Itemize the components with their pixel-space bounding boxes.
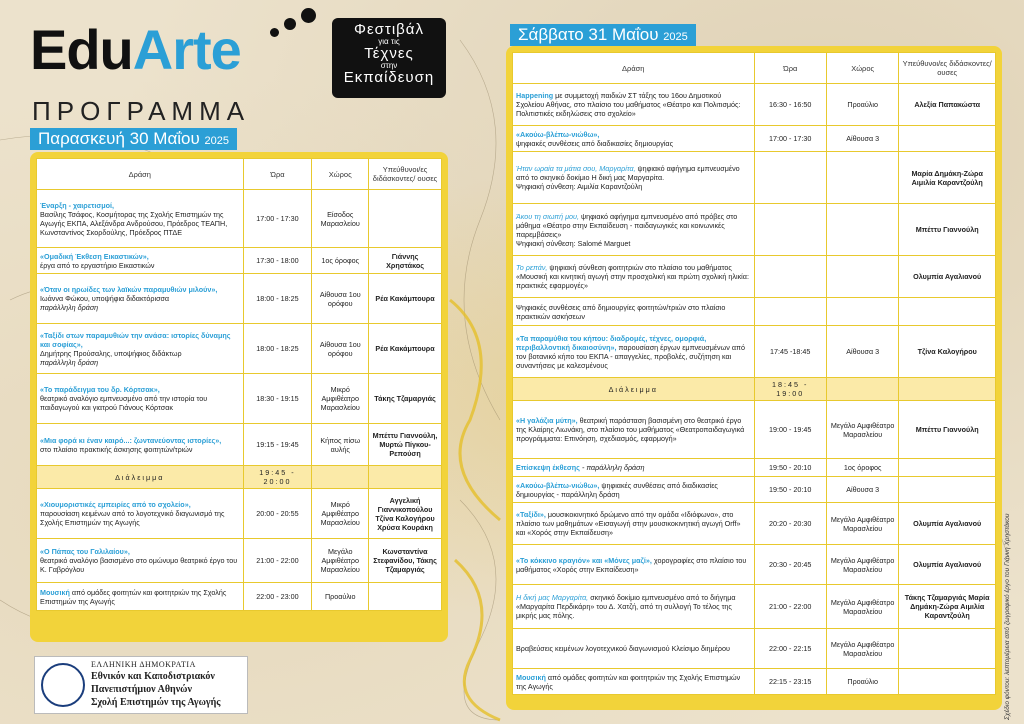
- action-title: «Ο Πάπας του Γαλιλαίου»,: [40, 547, 130, 556]
- action-desc: - παράλληλη δράση: [581, 463, 645, 472]
- table-row: [513, 204, 996, 256]
- action-desc: με συμμετοχή παιδιών ΣΤ τάξης του 16ου Δημοτικού Σχολείου Αθήνας, στο πλαίσιο του μαθήματος «Θέατρο και Πολιτισμός: Πολιτιστικές εκδηλώσεις στο σχολείο»: [516, 91, 741, 118]
- action-note: παράλληλη δράση: [40, 303, 99, 312]
- resp-cell: Τάκης Τζαμαργιάς Μαρία Δημάκη-Ζώρα Αιμιλία Καραντζούλη: [899, 585, 996, 629]
- festival-l1: Φεστιβάλ: [354, 21, 424, 38]
- action-note: παράλληλη δράση: [40, 357, 99, 367]
- table-row: [37, 424, 442, 466]
- resp-cell: [899, 126, 996, 152]
- place-cell: [826, 152, 898, 204]
- table-row: [513, 503, 996, 545]
- time-cell: 18:00 - 18:25: [243, 324, 312, 374]
- place-cell: Μεγάλο Αμφιθέατρο Μαρασλείου: [826, 585, 898, 629]
- table-row: [37, 248, 442, 274]
- action-desc: Βραβεύσεις κειμένων λογοτεχνικού διαγωνισμού Κλείσιμο διημέρου: [516, 644, 730, 653]
- table-row: [513, 629, 996, 669]
- action-desc: θεατρικό αναλόγιο βασισμένο στο ομώνυμο θεατρικό έργο του Κ. Γαβρόγλου: [40, 556, 238, 574]
- break-row: [37, 466, 442, 489]
- festival-l4: στην: [380, 60, 398, 70]
- time-cell: 21:00 - 22:00: [243, 539, 312, 583]
- action-title: Ήταν ωραία τα μάτια σου, Μαργαρίτα,: [516, 164, 636, 173]
- break-row: [513, 378, 996, 401]
- resp-cell: Ολυμπία Αγαλιανού: [899, 545, 996, 585]
- university-l2: Εθνικόν και Καποδιστριακόν: [91, 671, 215, 682]
- action-note: Ψηφιακή σύνθεση: Αιμιλία Καραντζούλη: [516, 182, 643, 191]
- place-cell: [826, 298, 898, 326]
- action-desc: Ψηφιακές συνθέσεις από δημιουργίες φοιτητών/τριών στο πλαίσιο πρακτικών ασκήσεων: [516, 302, 726, 321]
- time-cell: 19:50 - 20:10: [754, 459, 826, 477]
- time-cell: 22:00 - 22:15: [754, 629, 826, 669]
- resp-cell: Ολυμπία Αγαλιανού: [899, 503, 996, 545]
- festival-l3: Τέχνες: [364, 45, 414, 63]
- action-title: «Ταξίδι στων παραμυθιών την ανάσα: ιστορίες δύναμης και σοφίας»,: [40, 330, 231, 349]
- table-row: [37, 583, 442, 611]
- resp-cell: Κωνσταντίνα Στεφανίδου, Τάκης Τζαμαργιάς: [369, 539, 442, 583]
- action-desc: από ομάδες φοιτητών και φοιτητριών της Σχολής Επιστημών της Αγωγής: [40, 587, 227, 606]
- time-cell: 19:15 - 19:45: [243, 424, 312, 466]
- action-desc: χορογραφίες στο πλαίσιο του μαθήματος «Χορός στην Εκπαίδευση»: [516, 555, 747, 574]
- col-time: Ώρα: [243, 159, 312, 190]
- place-cell: Μεγάλο Αμφιθέατρο Μαρασλείου: [826, 629, 898, 669]
- place-cell: Μεγάλο Αμφιθέατρο Μαρασλείου: [826, 545, 898, 585]
- col-time: Ώρα: [754, 53, 826, 84]
- place-cell: Μικρό Αμφιθέατρο Μαρασλείου: [312, 374, 369, 424]
- place-cell: 1ος όροφος: [826, 459, 898, 477]
- action-title: Έναρξη - χαιρετισμοί,: [40, 200, 115, 210]
- col-action: Δράση: [37, 159, 244, 190]
- time-cell: 19:50 - 20:10: [754, 477, 826, 503]
- friday-table: [36, 158, 442, 611]
- table-row: [513, 477, 996, 503]
- resp-cell: Γιάννης Χρηστάκος: [369, 248, 442, 274]
- festival-l2: για τις: [378, 36, 400, 46]
- resp-cell: Ρέα Κακάμπουρα: [369, 324, 442, 374]
- action-title: Επίσκεψη έκθεσης: [516, 463, 580, 472]
- action-title: «Μια φορά κι έναν καιρό...: ζωντανεύοντας ιστορίες»,: [40, 435, 222, 445]
- action-note: Ψηφιακή σύνθεση: Salomé Marguet: [516, 238, 631, 248]
- break-time: 18:45 - 19:00: [754, 378, 826, 401]
- action-desc: παρουσίαση έργων εμπνευσμένων από τον βοτανικό κήπο του ΕΚΠΑ - απαγγελίες, προβολές, συζήτηση και συναντήσεις με καλεσμένους: [516, 342, 745, 370]
- resp-cell: [899, 669, 996, 695]
- university-l3: Πανεπιστήμιον Αθηνών: [91, 684, 192, 695]
- place-cell: Είσοδος Μαρασλείου: [312, 190, 369, 248]
- time-cell: [754, 298, 826, 326]
- table-row: [513, 152, 996, 204]
- col-place: Χώρος: [312, 159, 369, 190]
- table-row: [37, 324, 442, 374]
- time-cell: 18:30 - 19:15: [243, 374, 312, 424]
- action-desc: στο πλαίσιο πρακτικής άσκησης φοιτητών/τριών: [40, 444, 193, 454]
- resp-cell: [369, 583, 442, 611]
- action-title: Το ρεπάν,: [516, 263, 548, 272]
- action-title: «Χιουμοριστικές εμπειρίες από το σχολείο»,: [40, 500, 191, 509]
- action-title: «Ακούω-βλέπω-νιώθω»,: [516, 480, 600, 490]
- table-row: [513, 126, 996, 152]
- place-cell: [826, 256, 898, 298]
- resp-cell: Μαρία Δημάκη-Ζώρα Αιμιλία Καραντζούλη: [899, 152, 996, 204]
- table-row: [37, 489, 442, 539]
- resp-cell: [369, 190, 442, 248]
- action-desc: ψηφιακή σύνθεση φοιτητριών στο πλαίσιο του μαθήματος «Μουσική και κινητική αγωγή στην προσχολική και πρώτη σχολική ηλικία: πρακτικές εφαρμογές»: [516, 263, 749, 290]
- place-cell: Κήπος πίσω αυλής: [312, 424, 369, 466]
- action-title: «Ταξίδι»,: [516, 510, 546, 519]
- university-l4: Σχολή Επιστημών της Αγωγής: [91, 697, 221, 708]
- eduarte-logo: [30, 18, 241, 81]
- resp-cell: Τζίνα Καλογήρου: [899, 326, 996, 378]
- time-cell: 19:00 - 19:45: [754, 401, 826, 459]
- place-cell: Προαύλιο: [312, 583, 369, 611]
- action-desc: θεατρικό αναλόγιο εμπνευσμένο από την ιστορία του παιδαγωγού και γιατρού Γιάνους Κόρτσακ: [40, 394, 208, 412]
- action-title: «Ομαδική Έκθεση Εικαστικών»,: [40, 251, 149, 261]
- action-desc: έργα από το εργαστήριο Εικαστικών: [40, 260, 155, 270]
- resp-cell: [899, 298, 996, 326]
- action-desc: παρουσίαση κειμένων από το λογοτεχνικό διαγωνισμό της Σχολής Επιστημών της Αγωγής: [40, 509, 225, 527]
- saturday-header-row: [513, 53, 996, 84]
- table-row: [37, 190, 442, 248]
- time-cell: 22:15 - 23:15: [754, 669, 826, 695]
- friday-year: 2025: [204, 135, 230, 147]
- table-row: [513, 326, 996, 378]
- time-cell: 16:30 - 16:50: [754, 84, 826, 126]
- saturday-day: Σάββατο 31 Μαΐου: [518, 25, 659, 44]
- place-cell: Αίθουσα 3: [826, 126, 898, 152]
- resp-cell: Ολυμπία Αγαλιανού: [899, 256, 996, 298]
- resp-cell: Αγγελική Γιαννικοπούλου Τζίνα Καλογήρου Χρύσα Κουράκη: [369, 489, 442, 539]
- time-cell: [754, 152, 826, 204]
- action-desc: Δημήτρης Προύσαλης, υποψήφιος διδάκτωρ: [40, 348, 182, 358]
- university-logo: [34, 656, 248, 714]
- table-row: [37, 539, 442, 583]
- place-cell: Αίθουσα 3: [826, 477, 898, 503]
- action-title: Μουσική: [516, 672, 546, 682]
- resp-cell: Ρέα Κακάμπουρα: [369, 274, 442, 324]
- time-cell: [754, 256, 826, 298]
- friday-header: [30, 128, 237, 150]
- resp-cell: [899, 459, 996, 477]
- place-cell: Μεγάλο Αμφιθέατρο Μαρασλείου: [826, 503, 898, 545]
- time-cell: 20:30 - 20:45: [754, 545, 826, 585]
- action-desc: Ιωάννα Φώκου, υποψήφια διδακτόρισσα: [40, 294, 170, 303]
- action-title: «Τα παραμύθια του κήπου: διαδρομές, τέχνες, ομορφιά, περιβαλλοντική δικαιοσύνη»,: [516, 333, 707, 352]
- saturday-header: [510, 24, 696, 46]
- time-cell: 20:20 - 20:30: [754, 503, 826, 545]
- action-title: Άκου τη σιωπή μου,: [516, 211, 579, 221]
- action-title: Μουσική: [40, 587, 70, 597]
- saturday-year: 2025: [663, 31, 688, 43]
- friday-header-row: [37, 159, 442, 190]
- place-cell: [826, 204, 898, 256]
- action-desc: μουσικοκινητικό δρώμενο από την ομάδα «Ιδιόφωνο», στο πλαίσιο των μαθημάτων «Εισαγωγή στην μουσικοκινητική αγωγή Orff» και «Χορός στην Εκπαίδευση»: [516, 510, 741, 537]
- col-place: Χώρος: [826, 53, 898, 84]
- resp-cell: Μπέττυ Γιαννούλη: [899, 401, 996, 459]
- place-cell: Μεγάλο Αμφιθέατρο Μαρασλείου: [826, 401, 898, 459]
- table-row: [513, 84, 996, 126]
- table-row: [513, 401, 996, 459]
- action-desc: ψηφιακό αφήγημα εμπνευσμένο από το σκηνικό δοκίμιο Η δική μας Μαργαρίτα.: [516, 164, 740, 182]
- saturday-panel: [506, 46, 1002, 710]
- university-seal-icon: [41, 663, 85, 707]
- place-cell: 1ος όροφος: [312, 248, 369, 274]
- table-row: [37, 374, 442, 424]
- col-resp: Υπεύθυνοι/ες διδάσκοντες/ ουσες: [369, 159, 442, 190]
- friday-day: Παρασκευή 30 Μαΐου: [38, 129, 200, 148]
- time-cell: 17:00 - 17:30: [243, 190, 312, 248]
- col-action: Δράση: [513, 53, 755, 84]
- table-row: [37, 274, 442, 324]
- place-cell: Προαύλιο: [826, 84, 898, 126]
- table-row: [513, 545, 996, 585]
- action-title: «Ακούω-βλέπω-νιώθω»,: [516, 129, 600, 139]
- resp-cell: [899, 477, 996, 503]
- place-cell: Προαύλιο: [826, 669, 898, 695]
- action-title: «Το παράδειγμα του δρ. Κόρτσακ»,: [40, 385, 160, 394]
- resp-cell: [899, 629, 996, 669]
- action-title: «Όταν οι ηρωίδες των λαϊκών παραμυθιών μιλούν»,: [40, 285, 218, 294]
- action-desc: ψηφιακές συνθέσεις από διαδικασίες δημιουργίας - παράλληλη δράση: [516, 480, 718, 499]
- action-desc: από ομάδες φοιτητών και φοιτητριών της Σχολής Επιστημών της Αγωγής: [516, 672, 741, 691]
- time-cell: 17:30 - 18:00: [243, 248, 312, 274]
- festival-badge: [332, 18, 446, 98]
- place-cell: Αίθουσα 1ου ορόφου: [312, 324, 369, 374]
- logo-arte: Arte: [132, 18, 241, 81]
- table-row: [513, 298, 996, 326]
- place-cell: Μικρό Αμφιθέατρο Μαρασλείου: [312, 489, 369, 539]
- programma-title: ΠΡΟΓΡΑΜΜΑ: [32, 96, 251, 126]
- action-title: Happening: [516, 91, 554, 100]
- action-desc: ψηφιακές συνθέσεις από διαδικασίες δημιουργίας: [516, 138, 674, 148]
- action-title: «Το κόκκινο κραγιόν» και «Μόνες μαζί»,: [516, 555, 652, 565]
- action-title: Η δική μας Μαργαρίτα,: [516, 593, 589, 602]
- action-desc: ψηφιακό αφήγημα εμπνευσμένο από πρόβες στο μάθημα «Θέατρο στην Εκπαίδευση - παιδαγωγικές και κοινωνικές παρεμβάσεις»: [516, 211, 738, 239]
- action-desc: Βασίλης Τσάφος, Κοσμήτορας της Σχολής Επιστημών της Αγωγής ΕΚΠΑ, Αλεξάνδρα Ανδρούσου, Πρόεδρος ΤΕΑΠΗ, Κωνσταντίνος Σκορδούλης, Πρόεδρος ΠΤΔΕ: [40, 209, 228, 237]
- time-cell: [754, 204, 826, 256]
- break-label: Διάλειμμα: [37, 466, 244, 489]
- break-time: 19:45 - 20:00: [243, 466, 312, 489]
- university-l1: ΕΛΛΗΝΙΚΗ ΔΗΜΟΚΡΑΤΙΑ: [91, 660, 196, 669]
- time-cell: 21:00 - 22:00: [754, 585, 826, 629]
- saturday-table: [512, 52, 996, 695]
- table-row: [513, 256, 996, 298]
- resp-cell: Μπέττυ Γιαννούλη, Μυρτώ Πίγκου-Ρεπούση: [369, 424, 442, 466]
- break-label: Διάλειμμα: [513, 378, 755, 401]
- resp-cell: Αλεξία Παπακώστα: [899, 84, 996, 126]
- time-cell: 17:00 - 17:30: [754, 126, 826, 152]
- table-row: [513, 669, 996, 695]
- time-cell: 18:00 - 18:25: [243, 274, 312, 324]
- place-cell: Μεγάλο Αμφιθέατρο Μαρασλείου: [312, 539, 369, 583]
- friday-panel: [30, 152, 448, 642]
- action-desc: θεατρική παράσταση βασισμένη στο θεατρικό έργο της Κλαίρης Λιωνάκη, στο πλαίσιο του μαθήματος «Θεατροπαιδαγωγικά προγράμματα: Επινόηση, σχεδιασμός, εφαρμογή»: [516, 416, 745, 443]
- table-row: [513, 585, 996, 629]
- logo-edu: Edu: [30, 18, 133, 81]
- time-cell: 20:00 - 20:55: [243, 489, 312, 539]
- action-desc: σκηνικό δοκίμιο εμπνευσμένο από το διήγημα «Μαργαρίτα Περδικάρη» του Δ. Χατζή, από τη συλλογή Το τέλος της μικρής μας πόλης.: [516, 593, 736, 620]
- col-resp: Υπεύθυνοι/ες διδάσκοντες/ουσες: [899, 53, 996, 84]
- resp-cell: Τάκης Τζαμαργιάς: [369, 374, 442, 424]
- table-row: [513, 459, 996, 477]
- action-title: «Η γαλάζια μύτη»,: [516, 416, 578, 425]
- time-cell: 22:00 - 23:00: [243, 583, 312, 611]
- place-cell: Αίθουσα 1ου ορόφου: [312, 274, 369, 324]
- time-cell: 17:45 -18:45: [754, 326, 826, 378]
- place-cell: Αίθουσα 3: [826, 326, 898, 378]
- resp-cell: Μπέττυ Γιαννούλη: [899, 204, 996, 256]
- festival-l5: Εκπαίδευση: [343, 69, 435, 87]
- background-credit: Σχέδιο φόντου: λεπτομέρεια από ζωγραφικό έργο του Γιάννη Χρηστάκου: [1004, 513, 1011, 720]
